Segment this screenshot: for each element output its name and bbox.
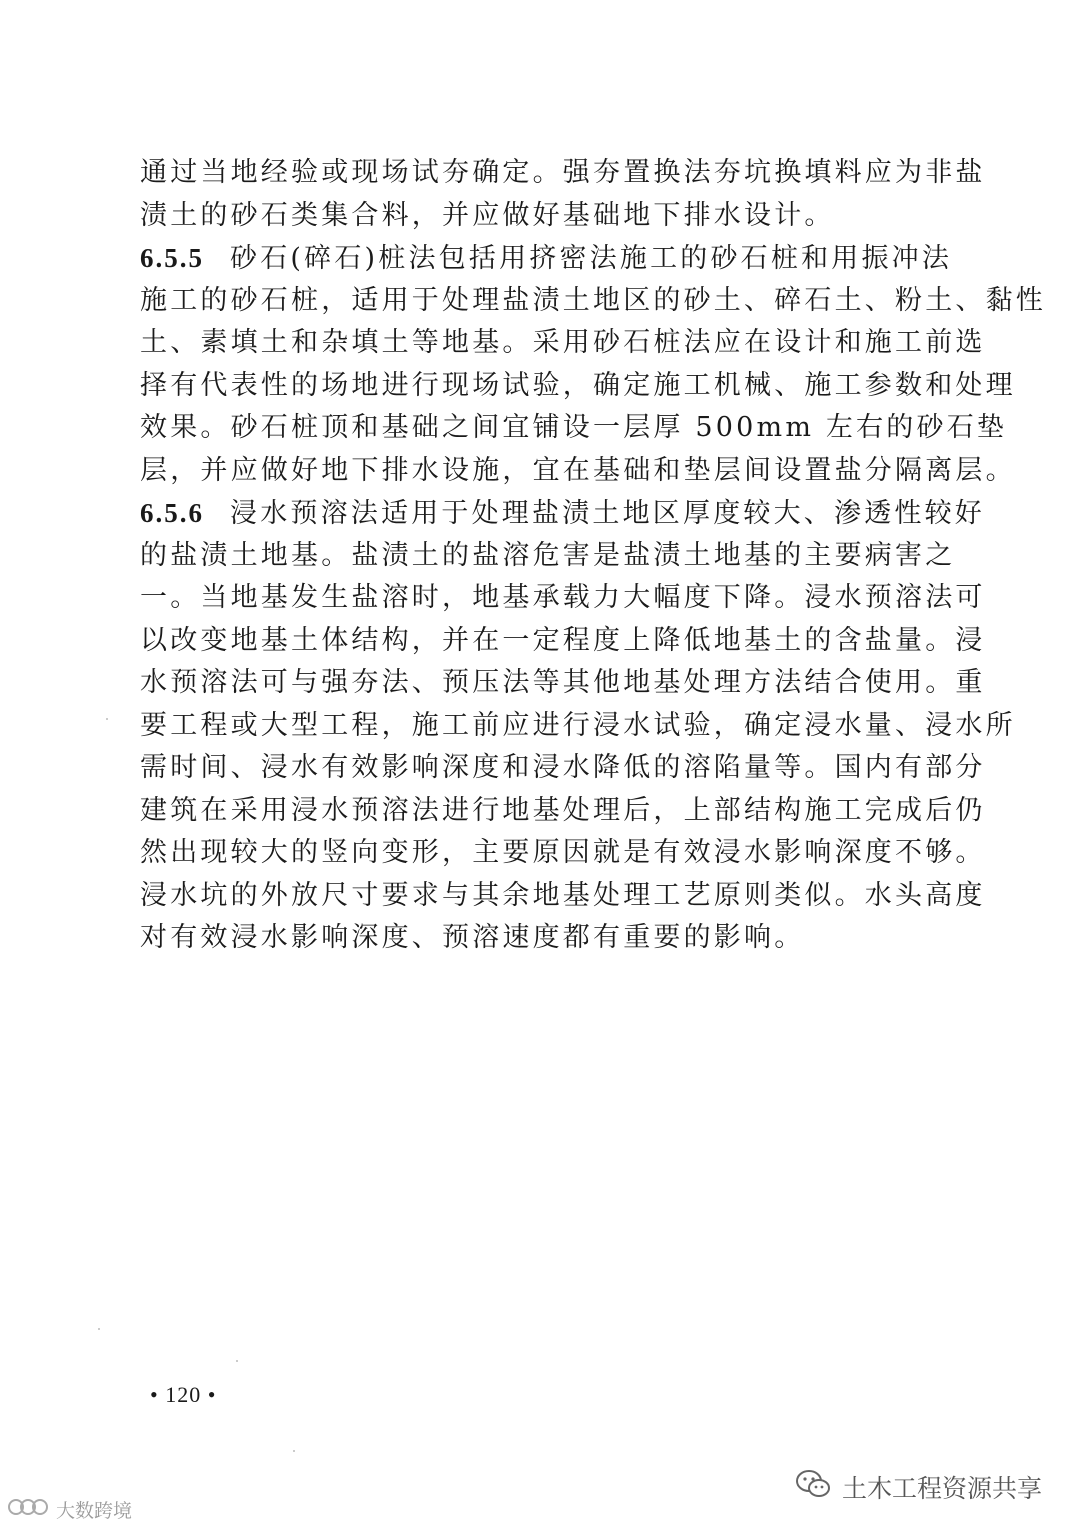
text-line <box>140 747 986 790</box>
section-number: 6.5.6 <box>140 498 204 528</box>
line-text: 择有代表性的场地进行现场试验，确定施工机械、施工参数和处理 <box>140 369 1016 401</box>
line-text: 然出现较大的竖向变形，主要原因就是有效浸水影响深度不够。 <box>140 837 986 868</box>
line-text: 层，并应做好地下排水设施，宜在基础和垫层间设置盐分隔离层。 <box>140 454 1016 486</box>
logo-icon <box>6 1496 50 1523</box>
line-text: 浸水预溶法适用于处理盐渍土地区厚度较大、渗透性较好 <box>230 498 985 529</box>
text-line <box>140 790 986 833</box>
line-text: 的盐渍土地基。盐渍土的盐溶危害是盐渍土地基的主要病害之 <box>140 539 956 571</box>
text-line <box>140 365 1016 408</box>
watermark-right <box>794 1468 1042 1506</box>
text-line <box>140 152 986 195</box>
text-line <box>140 237 953 280</box>
line-text: 以改变地基土体结构，并在一定程度上降低地基土的含盐量。浸 <box>140 624 986 656</box>
watermark-left <box>6 1496 132 1523</box>
line-text: 通过当地经验或现场试夯确定。强夯置换法夯坑换填料应为非盐 <box>140 157 986 188</box>
line-text: 渍土的砂石类集合料，并应做好基础地下排水设计。 <box>140 199 835 231</box>
line-text: 水预溶法可与强夯法、预压法等其他地基处理方法结合使用。重 <box>140 667 986 698</box>
line-text: 效果。砂石桩顶和基础之间宜铺设一层厚 500mm 左右的砂石垫 <box>140 412 1008 443</box>
text-line <box>140 577 986 620</box>
text-line <box>140 662 986 705</box>
section-number: 6.5.5 <box>140 243 204 273</box>
line-text: 需时间、浸水有效影响深度和浸水降低的溶陷量等。国内有部分 <box>140 752 986 783</box>
text-line <box>140 322 986 365</box>
watermark-left-text: 大数跨境 <box>56 1500 133 1522</box>
wechat-icon <box>794 1468 832 1506</box>
line-text: 对有效浸水影响深度、预溶速度都有重要的影响。 <box>140 922 805 953</box>
text-line <box>140 620 986 663</box>
line-text: 砂石(碎石)桩法包括用挤密法施工的砂石桩和用振冲法 <box>230 243 953 274</box>
text-line <box>140 832 986 875</box>
text-line <box>140 407 1008 450</box>
page-number: • 120 • <box>150 1382 217 1407</box>
text-line <box>140 535 956 578</box>
line-text: 建筑在采用浸水预溶法进行地基处理后，上部结构施工完成后仍 <box>140 794 986 826</box>
text-line <box>140 875 986 918</box>
text-line <box>140 492 985 535</box>
watermark-right-text: 土木工程资源共享 <box>841 1474 1042 1503</box>
line-text: 土、素填土和杂填土等地基。采用砂石桩法应在设计和施工前选 <box>140 327 986 358</box>
text-line <box>140 195 920 238</box>
line-text: 要工程或大型工程，施工前应进行浸水试验，确定浸水量、浸水所 <box>140 709 1016 741</box>
scan-speck <box>98 1328 100 1330</box>
text-line <box>140 450 1016 493</box>
text-line <box>140 705 1016 748</box>
text-line <box>140 280 1046 323</box>
scan-speck <box>293 1450 295 1452</box>
scan-speck <box>236 1360 238 1362</box>
line-text: 施工的砂石桩，适用于处理盐渍土地区的砂土、碎石土、粉土、黏性 <box>140 284 1046 316</box>
body-text <box>140 152 1046 960</box>
scan-speck <box>106 718 108 720</box>
line-text: 浸水坑的外放尺寸要求与其余地基处理工艺原则类似。水头高度 <box>140 879 986 911</box>
text-line <box>140 917 920 960</box>
line-text: 一。当地基发生盐溶时，地基承载力大幅度下降。浸水预溶法可 <box>140 582 986 613</box>
